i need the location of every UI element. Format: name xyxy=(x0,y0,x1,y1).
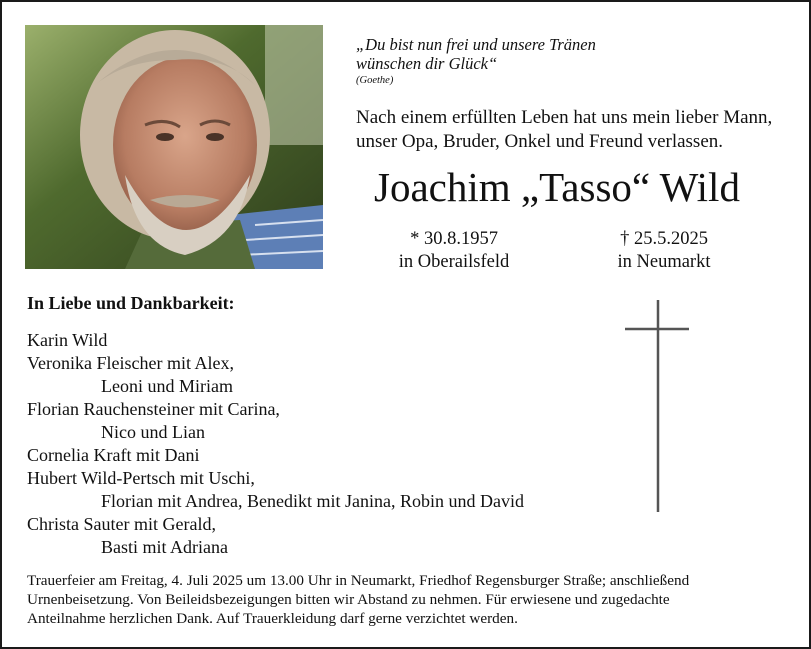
mourner-line: Florian Rauchensteiner mit Carina, xyxy=(27,399,280,419)
death-place: in Neumarkt xyxy=(617,252,711,272)
mourner-line: Leoni und Miriam xyxy=(101,376,233,396)
quote-source: (Goethe) xyxy=(356,75,394,86)
deceased-name: Joachim „Tasso“ Wild xyxy=(374,164,740,210)
mourner-line: Veronika Fleischer mit Alex, xyxy=(27,353,234,373)
death-date: † 25.5.2025 xyxy=(620,229,708,249)
mourner-line: Florian mit Andrea, Benedikt mit Janina, Robin und David xyxy=(101,491,524,511)
quote-line-1: „Du bist nun frei und unsere Tränen xyxy=(356,35,596,54)
funeral-notice-line-1: Trauerfeier am Freitag, 4. Juli 2025 um 13.00 Uhr in Neumarkt, Friedhof Regensburger Straße; anschließend xyxy=(27,572,690,589)
intro-text xyxy=(356,106,796,154)
quote-line-2: wünschen dir Glück“ xyxy=(356,54,498,73)
mourner-line: Karin Wild xyxy=(27,330,108,350)
mourner-line: Basti mit Adriana xyxy=(101,537,228,557)
portrait-image xyxy=(25,25,323,269)
intro-line-2: unser Opa, Bruder, Onkel und Freund verlassen. xyxy=(356,131,724,152)
mourner-line: Nico und Lian xyxy=(101,422,205,442)
thanks-heading: In Liebe und Dankbarkeit: xyxy=(27,293,235,313)
death-info xyxy=(564,228,764,274)
mourners-list xyxy=(27,329,587,559)
portrait-photo xyxy=(25,25,323,269)
birth-place: in Oberailsfeld xyxy=(398,252,510,272)
funeral-notice-line-2: Urnenbeisetzung. Von Beileidsbezeigungen bitten wir Abstand zu nehmen. Für erwiesene und zugedachte xyxy=(27,591,670,608)
birth-info xyxy=(354,228,554,274)
mourner-line: Christa Sauter mit Gerald, xyxy=(27,514,216,534)
intro-line-1: Nach einem erfüllten Leben hat uns mein lieber Mann, xyxy=(356,107,773,128)
mourner-line: Cornelia Kraft mit Dani xyxy=(27,445,200,465)
mourner-line: Hubert Wild-Pertsch mit Uschi, xyxy=(27,468,255,488)
cross-icon xyxy=(622,298,692,514)
memorial-quote xyxy=(356,35,596,73)
birth-date: * 30.8.1957 xyxy=(410,229,498,249)
funeral-notice xyxy=(27,571,797,628)
funeral-notice-line-3: Anteilnahme herzlichen Dank. Auf Trauerkleidung darf gerne verzichtet werden. xyxy=(27,610,518,627)
